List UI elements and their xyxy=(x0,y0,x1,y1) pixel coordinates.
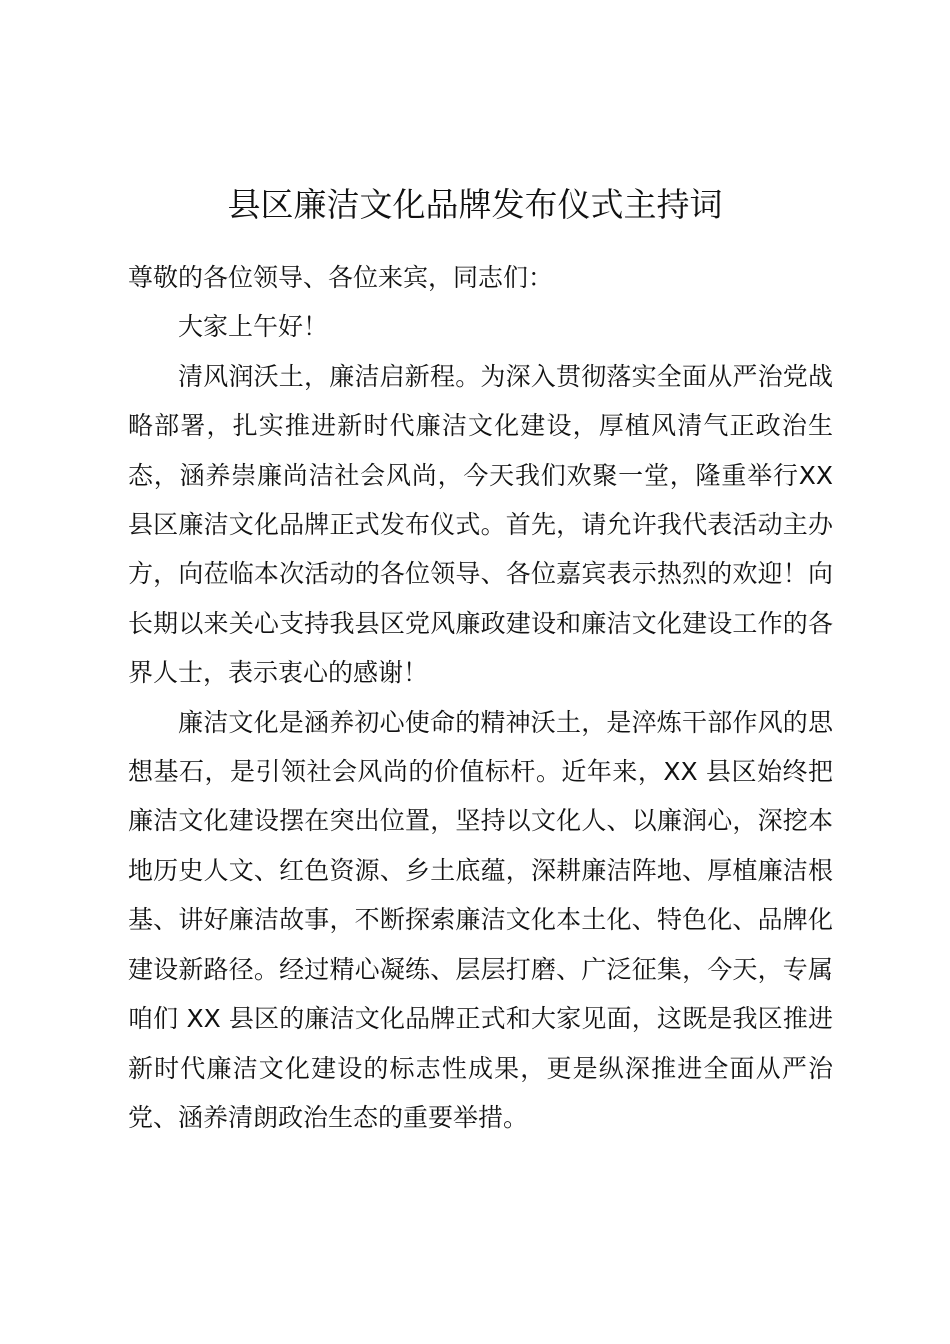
paragraph-opening: 清风润沃土，廉洁启新程。为深入贯彻落实全面从严治党战略部署，扎实推进新时代廉洁文化建设，厚植风清气正政治生态，涵养崇廉尚洁社会风尚，今天我们欢聚一堂，隆重举行XX 县区廉洁文化品牌正式发布仪式。首先，请允许我代表活动主办方，向莅临本次活动的各位领导、各位嘉宾表示热烈的欢迎！向长期以来关心支持我县区党风廉政建设和廉洁文化建设工作的各界人士，表示衷心的感谢！ xyxy=(128,361,833,688)
paragraph-background: 廉洁文化是涵养初心使命的精神沃土，是淬炼干部作风的思想基石，是引领社会风尚的价值标杆。近年来，XX 县区始终把廉洁文化建设摆在突出位置，坚持以文化人、以廉润心，深挖本地历史人文、红色资源、乡土底蕴，深耕廉洁阵地、厚植廉洁根基、讲好廉洁故事，不断探索廉洁文化本土化、特色化、品牌化建设新路径。经过精心凝练、层层打磨、广泛征集，今天，专属咱们 XX 县区的廉洁文化品牌正式和大家见面，这既是我区推进新时代廉洁文化建设的标志性成果，更是纵深推进全面从严治党、涵养清朗政治生态的重要举措。 xyxy=(128,707,833,1132)
document-body xyxy=(128,253,833,1142)
document-title: 县区廉洁文化品牌发布仪式主持词 xyxy=(227,185,723,224)
paragraph-greeting: 大家上午好！ xyxy=(178,312,329,342)
salutation: 尊敬的各位领导、各位来宾，同志们： xyxy=(128,263,554,292)
